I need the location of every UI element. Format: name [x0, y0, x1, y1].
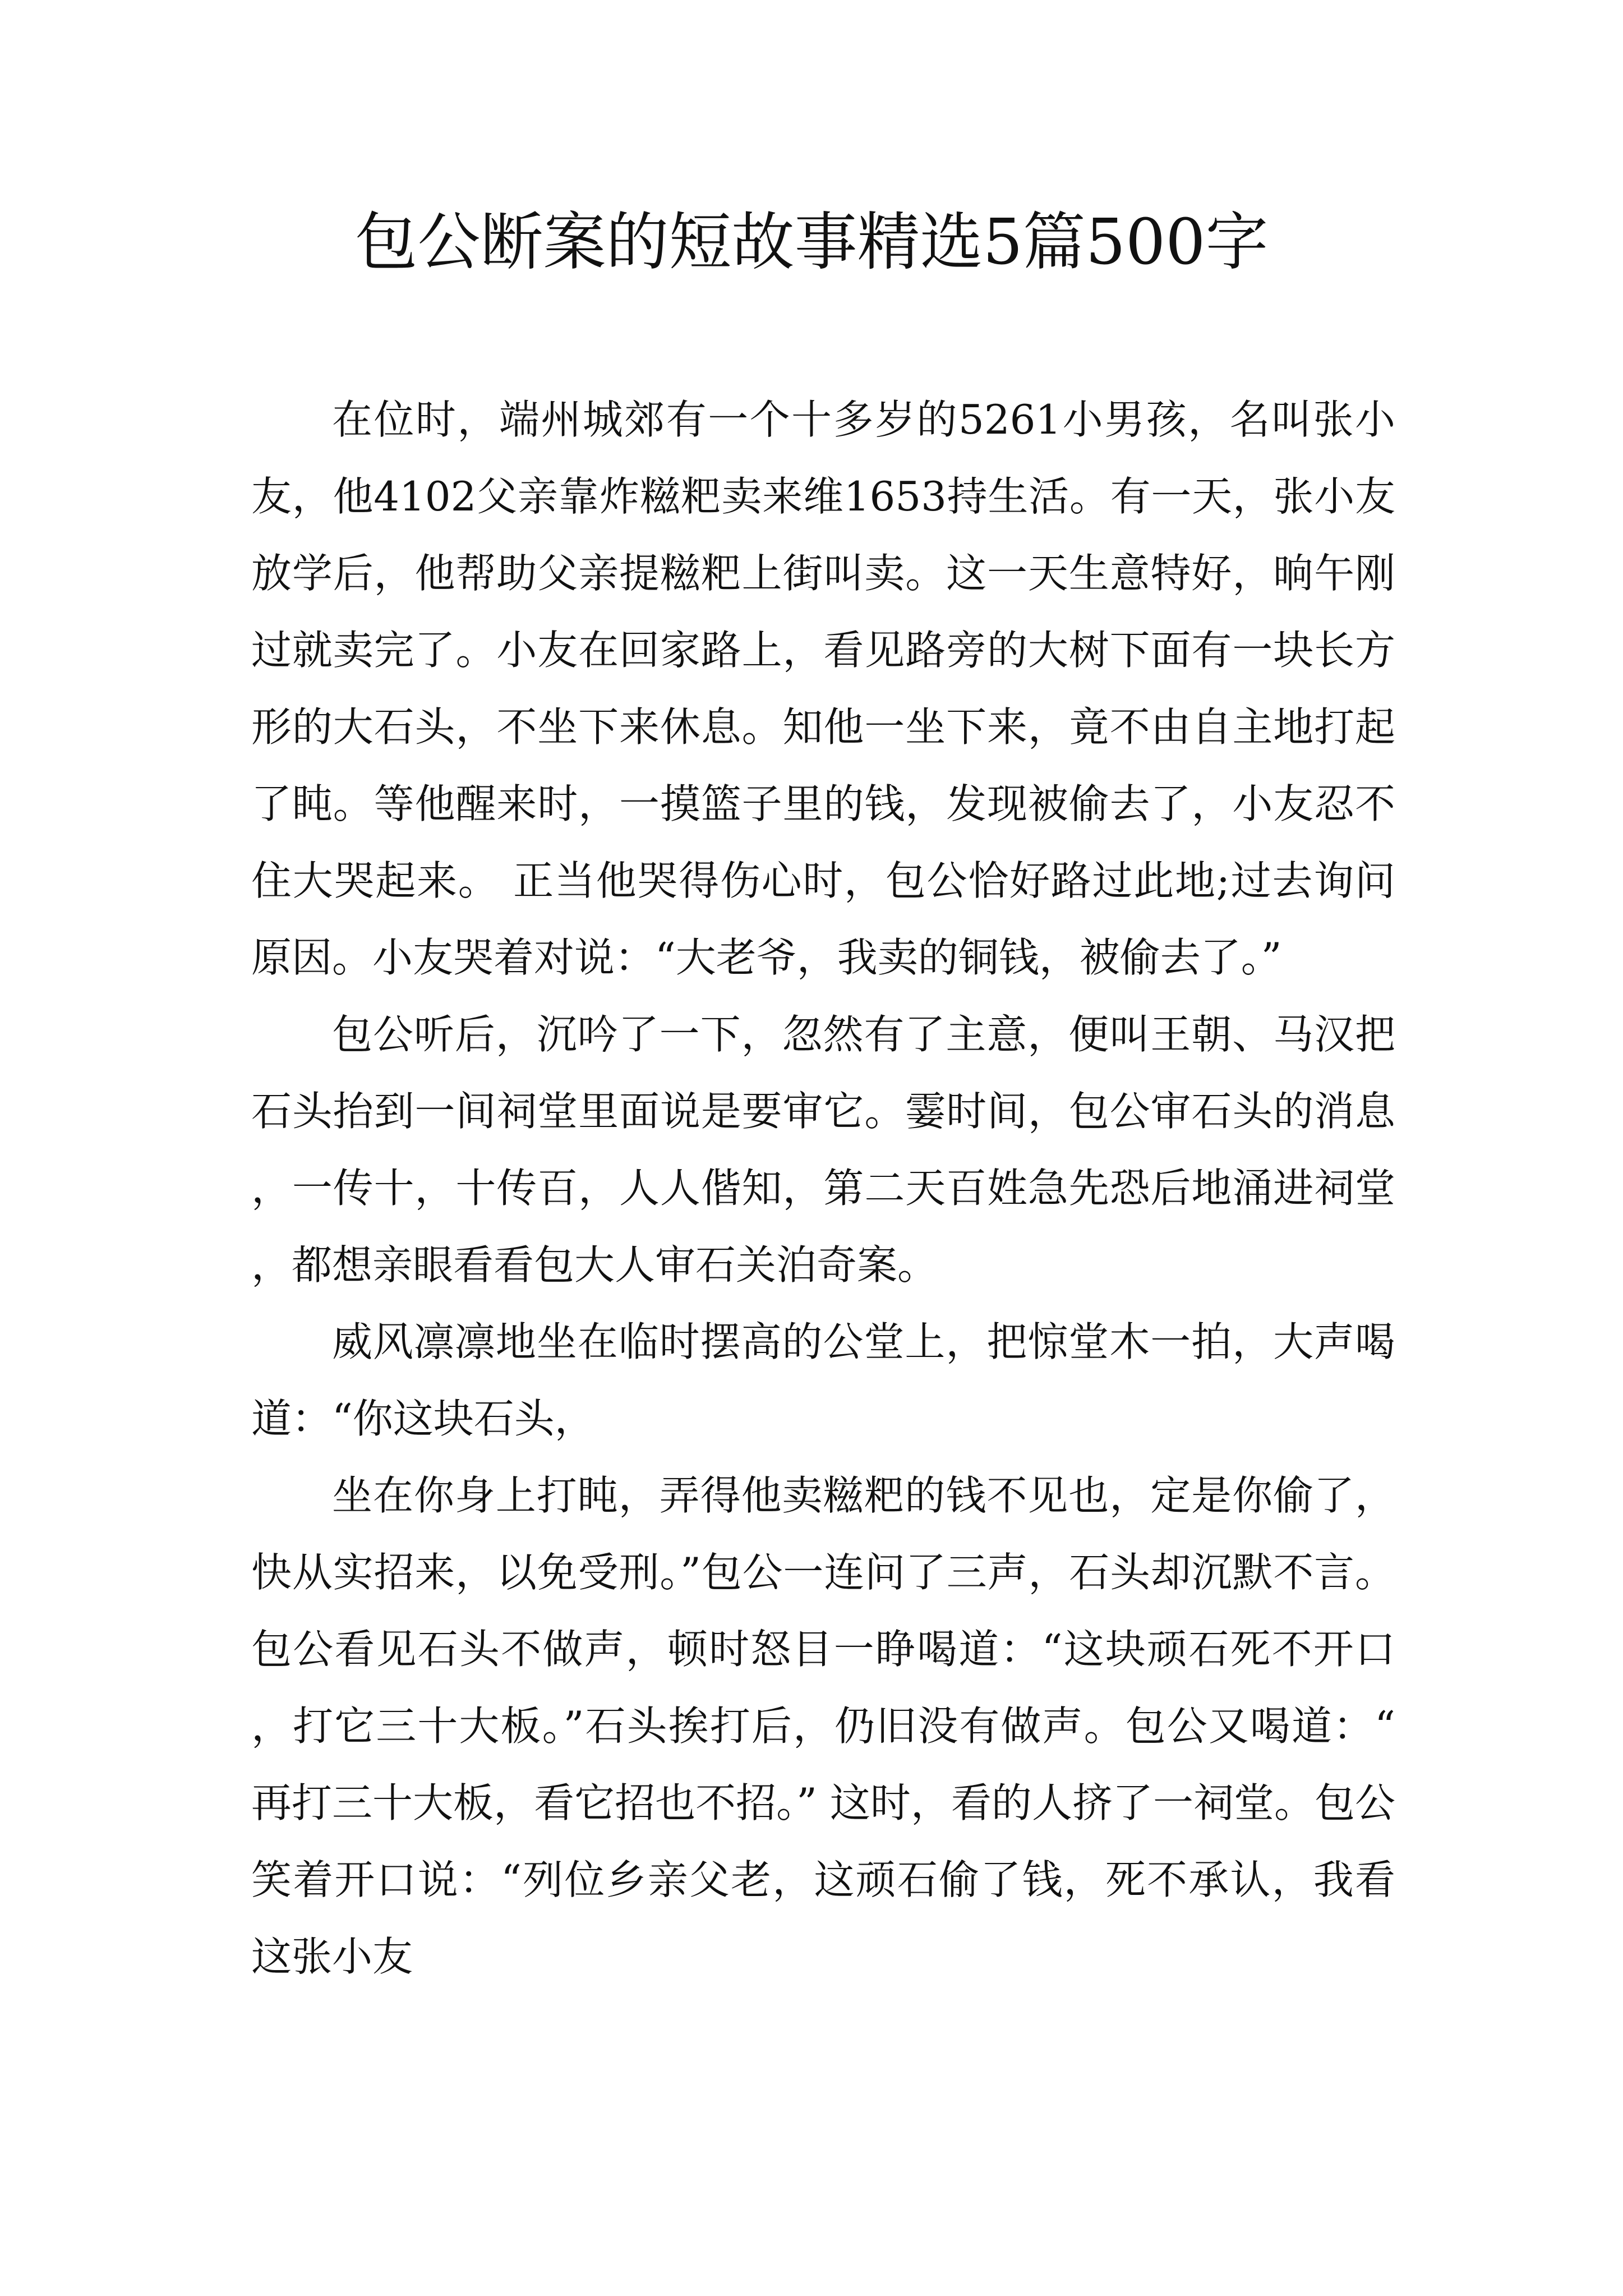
document-title: 包公断案的短故事精选5篇500字 — [354, 206, 1269, 279]
paragraph-3: 威风凛凛地坐在临时摆高的公堂上，把惊堂木一拍，大声喝道：“你这块石头， — [251, 1318, 1395, 1442]
paragraph-4: 坐在你身上打盹，弄得他卖糍粑的钱不见也，定是你偷了，快从实招来，以免受刑。”包公一连问了三声，石头却沉默不言。包公看见石头不做声，顿时怒目一睁喝道：“这块顽石死不开口，打它三十大板。”石头挨打后，仍旧没有做声。包公又喝道：“再打三十大板，看它招也不招。” 这时，看的人挤了一祠堂。包公笑着开口说：“列位乡亲父老，这顽石偷了钱，死不承认，我看这张小友 — [251, 1472, 1395, 1980]
document-body — [251, 381, 1395, 1995]
paragraph-2: 包公听后，沉吟了一下，忽然有了主意，便叫王朝、马汉把石头抬到一间祠堂里面说是要审它。霎时间，包公审石头的消息，一传十，十传百，人人偕知，第二天百姓急先恐后地涌进祠堂，都想亲眼看看包大人审石关泊奇案。 — [251, 1011, 1395, 1289]
paragraph-1: 在位时，端州城郊有一个十多岁的5261小男孩，名叫张小友，他4102父亲靠炸糍粑卖来维1653持生活。有一天，张小友放学后，他帮助父亲提糍粑上街叫卖。这一天生意特好，晌午刚过就卖完了。小友在回家路上，看见路旁的大树下面有一块长方形的大石头，不坐下来休息。知他一坐下来，竟不由自主地打起了盹。等他醒来时，一摸篮子里的钱，发现被偷去了，小友忍不住大哭起来。 正当他哭得伤心时，包公恰好路过此地;过去询问原因。小友哭着对说：“大老爷，我卖的铜钱，被偷去了。” — [251, 396, 1395, 981]
